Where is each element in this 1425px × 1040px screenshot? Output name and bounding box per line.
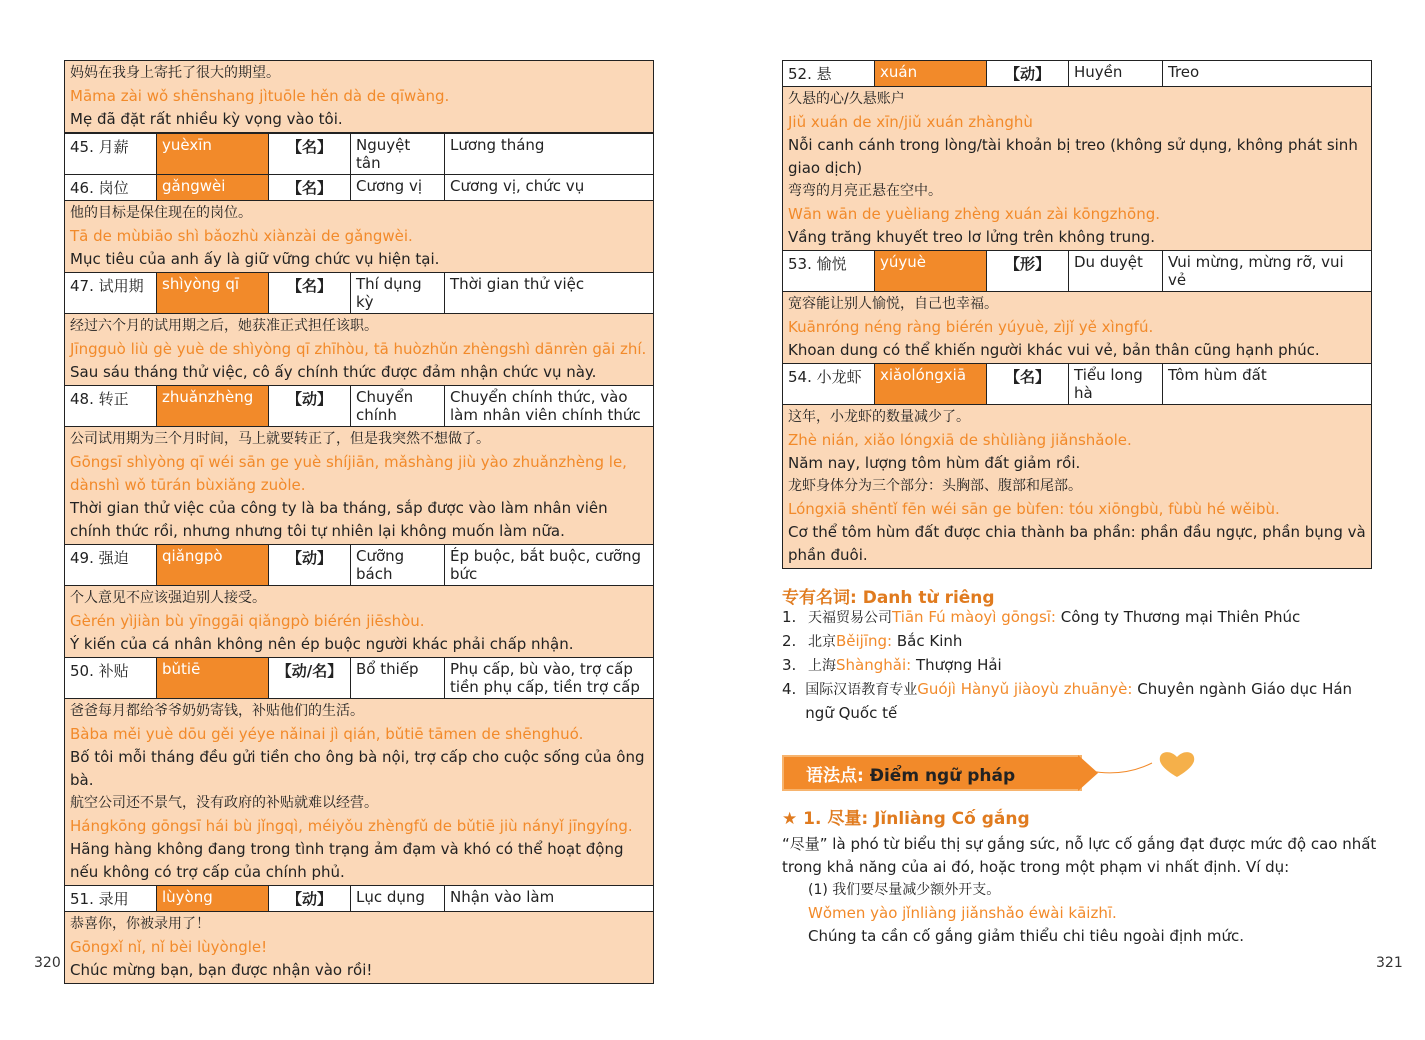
- example-pinyin: Gōngxǐ nǐ, nǐ bèi lùyòngle!: [70, 938, 268, 956]
- vocab-meaning: Phụ cấp, bù vào, trợ cấp tiền phụ cấp, tiền trợ cấp: [450, 660, 640, 696]
- proper-noun-chinese: 国际汉语教育专业: [805, 682, 918, 698]
- proper-noun-number: 2.: [782, 632, 797, 650]
- proper-noun-text: [808, 630, 962, 654]
- example-chinese: 个人意见不应该强迫别人接受。: [70, 590, 266, 606]
- example-chinese: 经过六个月的试用期之后，她获准正式担任该职。: [70, 318, 378, 334]
- grammar-banner: [782, 755, 1100, 791]
- vocab-entry: [64, 658, 654, 886]
- grammar-banner-vietnamese: Điểm ngữ pháp: [869, 766, 1016, 786]
- example-block: [65, 201, 653, 272]
- example-vietnamese: Hãng hàng không đang trong tình trạng ảm đạm và khó có thể hoạt động nếu không có trợ cấp của chính phủ.: [70, 840, 624, 881]
- vocab-word: 45. 月薪: [65, 134, 157, 174]
- vocab-header: [783, 251, 1371, 292]
- vocab-header: [783, 364, 1371, 405]
- vocab-part-of-speech: 【名】: [987, 364, 1069, 404]
- example-chinese: 久悬的心/久悬账户: [788, 91, 905, 107]
- example-chinese: 弯弯的月亮正悬在空中。: [788, 183, 942, 199]
- vocab-pinyin: shìyòng qī: [157, 273, 269, 313]
- example-chinese: 爸爸每月都给爷爷奶奶寄钱，补贴他们的生活。: [70, 703, 364, 719]
- vocab-header: [65, 175, 653, 201]
- vocab-part-of-speech: 【名】: [269, 134, 351, 174]
- vocab-entry: [64, 886, 654, 984]
- proper-noun-chinese: 天福贸易公司: [808, 610, 892, 626]
- example-block: [65, 586, 653, 657]
- example-block: [65, 912, 653, 983]
- vocab-part-of-speech: 【名】: [269, 273, 351, 313]
- proper-noun-number: 1.: [782, 608, 797, 626]
- vocab-pinyin: lùyòng: [157, 886, 269, 911]
- example-chinese: 宽容能让别人愉悦，自己也幸福。: [788, 296, 998, 312]
- proper-noun-item: [782, 654, 1382, 678]
- proper-nouns-title: 专有名词: Danh từ riêng: [782, 588, 995, 608]
- example-pinyin: Kuānróng néng ràng biérén yúyuè, zìjǐ yě xìngfú.: [788, 318, 1154, 336]
- vocab-pinyin: xuán: [875, 61, 987, 86]
- example-block: [65, 699, 653, 885]
- vocab-meaning: Vui mừng, mừng rỡ, vui vẻ: [1168, 253, 1344, 289]
- example-pinyin: Hángkōng gōngsī hái bù jǐngqì, méiyǒu zhèngfǔ de bǔtiē jiù nányǐ jīngyíng.: [70, 817, 633, 835]
- example-vietnamese: Thời gian thử việc của công ty là ba tháng, sắp được vào làm nhân viên chính thức rồi, nhưng nhưng tôi tự nhiên lại không muốn làm nữa.: [70, 499, 608, 540]
- proper-noun-text: [805, 678, 1382, 725]
- vocab-header: [65, 386, 653, 427]
- vocab-header: [65, 545, 653, 586]
- vocab-pinyin: yuèxīn: [157, 134, 269, 174]
- vocab-pinyin: xiǎolóngxiā: [875, 364, 987, 404]
- proper-noun-item: [782, 678, 1382, 725]
- vocab-word: 52. 悬: [783, 61, 875, 86]
- vocab-meaning: Lương tháng: [450, 136, 545, 154]
- vocab-entry: [64, 545, 654, 658]
- example-pinyin: Lóngxiā shēntǐ fēn wéi sān ge bùfen: tóu xiōngbù, fùbù hé wěibù.: [788, 500, 1280, 518]
- example-chinese: 妈妈在我身上寄托了很大的期望。: [70, 65, 280, 81]
- vocab-hanviet: Bổ thiếp: [351, 658, 445, 698]
- vocab-entry: [782, 251, 1372, 364]
- example-block: [783, 292, 1371, 363]
- vocab-word: 46. 岗位: [65, 175, 157, 200]
- example-vietnamese: Khoan dung có thể khiến người khác vui vẻ, bản thân cũng hạnh phúc.: [788, 341, 1320, 359]
- example-pinyin: Jiǔ xuán de xīn/jiǔ xuán zhànghù: [788, 113, 1033, 131]
- vocab-hanviet: Cưỡng bách: [351, 545, 445, 585]
- proper-noun-item: [782, 606, 1382, 630]
- example-chinese: 航空公司还不景气，没有政府的补贴就难以经营。: [70, 795, 378, 811]
- grammar-section: [782, 808, 1378, 948]
- example-block: [65, 314, 653, 385]
- grammar-example-chinese: (1) 我们要尽量减少额外开支。: [808, 882, 1001, 898]
- page-number-left: 320: [34, 955, 61, 971]
- proper-noun-pinyin: Shànghǎi:: [836, 656, 912, 674]
- vocab-part-of-speech: 【形】: [987, 251, 1069, 291]
- left-page: [64, 60, 654, 984]
- vocab-header: [65, 273, 653, 314]
- example-pinyin: Māma zài wǒ shēnshang jìtuōle hěn dà de qīwàng.: [70, 87, 450, 105]
- grammar-body: “尽量” là phó từ biểu thị sự gắng sức, nỗ lực cố gắng đạt được mức độ cao nhất trong khả năng của ai đó, hoặc trong một phạm vi nhất định. Ví dụ:: [782, 835, 1377, 876]
- vocab-hanviet: Chuyển chính: [351, 386, 445, 426]
- vocab-entry: [64, 175, 654, 273]
- vocab-hanviet: Tiểu long hà: [1069, 364, 1163, 404]
- proper-noun-vietnamese: Chuyên ngành Giáo dục Hán ngữ Quốc tế: [805, 680, 1353, 722]
- example-pinyin: Bàba měi yuè dōu gěi yéye nǎinai jì qián, bǔtiē tāmen de shēnghuó.: [70, 725, 584, 743]
- vocab-part-of-speech: 【动】: [269, 386, 351, 426]
- vocab-meaning: Treo: [1168, 63, 1200, 81]
- example-vietnamese: Năm nay, lượng tôm hùm đất giảm rồi.: [788, 454, 1081, 472]
- vocab-entry: [64, 386, 654, 545]
- vocab-word: 53. 愉悦: [783, 251, 875, 291]
- page-number-right: 321: [1376, 955, 1403, 971]
- example-chinese: 龙虾身体分为三个部分：头胸部、腹部和尾部。: [788, 478, 1082, 494]
- right-page: [782, 60, 1372, 569]
- vocab-pinyin: zhuǎnzhèng: [157, 386, 269, 426]
- vocab-header: [65, 658, 653, 699]
- example-pinyin: Jīngguò liù gè yuè de shìyòng qī zhīhòu, tā huòzhǔn zhèngshì dānrèn gāi zhí.: [70, 340, 647, 358]
- vocab-word: 47. 试用期: [65, 273, 157, 313]
- proper-noun-vietnamese: Thượng Hải: [911, 656, 1002, 674]
- vocab-entry: [64, 133, 654, 175]
- proper-noun-text: [808, 606, 1300, 630]
- vocab-entry: [782, 364, 1372, 569]
- example-pinyin: Gèrén yìjiàn bù yīnggāi qiǎngpò biérén jiēshòu.: [70, 612, 425, 630]
- vocab-word: 54. 小龙虾: [783, 364, 875, 404]
- vocab-hanviet: Cương vị: [351, 175, 445, 200]
- vocab-entry: [782, 60, 1372, 251]
- example-vietnamese: Vầng trăng khuyết treo lơ lửng trên không trung.: [788, 228, 1155, 246]
- vocab-entry: [64, 273, 654, 386]
- vocab-hanviet: Nguyệt tân: [351, 134, 445, 174]
- example-pinyin: Wān wān de yuèliang zhèng xuán zài kōngzhōng.: [788, 205, 1160, 223]
- grammar-title: ★ 1. 尽量: Jǐnliàng Cố gắng: [782, 809, 1030, 829]
- example-chinese: 这年，小龙虾的数量减少了。: [788, 409, 970, 425]
- vocab-part-of-speech: 【动】: [269, 886, 351, 911]
- vocab-meaning: Cương vị, chức vụ: [450, 177, 585, 195]
- example-vietnamese: Mục tiêu của anh ấy là giữ vững chức vụ hiện tại.: [70, 250, 440, 268]
- vocab-header: [65, 886, 653, 912]
- vocab-header: [783, 61, 1371, 87]
- example-chinese: 恭喜你，你被录用了！: [70, 916, 210, 932]
- vocab-meaning: Tôm hùm đất: [1168, 366, 1267, 384]
- proper-noun-chinese: 上海: [808, 658, 836, 674]
- example-block: [783, 87, 1371, 250]
- proper-noun-pinyin: Běijīng:: [836, 632, 893, 650]
- vocab-hanviet: Lục dụng: [351, 886, 445, 911]
- proper-noun-vietnamese: Bắc Kinh: [892, 632, 963, 650]
- vocab-meaning: Ép buộc, bắt buộc, cưỡng bức: [450, 547, 642, 583]
- vocab-part-of-speech: 【动/名】: [269, 658, 351, 698]
- proper-nouns-list: [782, 606, 1382, 725]
- vocab-meaning: Nhận vào làm: [450, 888, 555, 906]
- example-vietnamese: Cơ thể tôm hùm đất được chia thành ba phần: phần đầu ngực, phần bụng và phần đuôi.: [788, 523, 1366, 564]
- example-block: [65, 427, 653, 544]
- proper-noun-number: 3.: [782, 656, 797, 674]
- example-pinyin: Gōngsī shìyòng qī wéi sān ge yuè shíjiān, mǎshàng jiù yào zhuǎnzhèng le, dànshì wǒ tūrán bùxiǎng zuòle.: [70, 453, 627, 494]
- example-block: [783, 405, 1371, 568]
- example-chinese: 公司试用期为三个月时间，马上就要转正了，但是我突然不想做了。: [70, 431, 490, 447]
- example-vietnamese: Chúc mừng bạn, bạn được nhận vào rồi!: [70, 961, 373, 979]
- vocab-word: 48. 转正: [65, 386, 157, 426]
- proper-noun-item: [782, 630, 1382, 654]
- vocab-hanviet: Thí dụng kỳ: [351, 273, 445, 313]
- vocab-header: [65, 134, 653, 174]
- vocab-pinyin: bǔtiē: [157, 658, 269, 698]
- example-chinese: 他的目标是保住现在的岗位。: [70, 205, 252, 221]
- example-vietnamese: Bố tôi mỗi tháng đều gửi tiền cho ông bà nội, trợ cấp cho cuộc sống của ông bà.: [70, 748, 645, 789]
- example-vietnamese: Sau sáu tháng thử việc, cô ấy chính thức được đảm nhận chức vụ này.: [70, 363, 597, 381]
- vocab-meaning: Chuyển chính thức, vào làm nhân viên chính thức: [450, 388, 641, 424]
- proper-noun-number: 4.: [782, 680, 797, 698]
- vocab-hanviet: Huyền: [1069, 61, 1163, 86]
- example-vietnamese: Ý kiến của cá nhân không nên ép buộc người khác phải chấp nhận.: [70, 635, 574, 653]
- proper-noun-pinyin: Guójì Hànyǔ jiàoyù zhuānyè:: [917, 680, 1133, 698]
- proper-noun-vietnamese: Công ty Thương mại Thiên Phúc: [1055, 608, 1301, 626]
- vocab-pinyin: qiǎngpò: [157, 545, 269, 585]
- grammar-example-vietnamese: Chúng ta cần cố gắng giảm thiểu chi tiêu ngoài định mức.: [808, 927, 1245, 945]
- example-pinyin: Tā de mùbiāo shì bǎozhù xiànzài de gǎngwèi.: [70, 227, 413, 245]
- vocab-word: 51. 录用: [65, 886, 157, 911]
- vocab-pinyin: gǎngwèi: [157, 175, 269, 200]
- vocab-word: 49. 强迫: [65, 545, 157, 585]
- proper-noun-chinese: 北京: [808, 634, 836, 650]
- top-example: [64, 60, 654, 133]
- vocab-part-of-speech: 【动】: [987, 61, 1069, 86]
- grammar-banner-label: [806, 761, 1015, 786]
- vocab-hanviet: Du duyệt: [1069, 251, 1163, 291]
- grammar-example-pinyin: Wǒmen yào jǐnliàng jiǎnshǎo éwài kāizhī.: [808, 904, 1117, 922]
- example-block: [65, 61, 653, 132]
- vocab-meaning: Thời gian thử việc: [450, 275, 585, 293]
- vocab-word: 50. 补贴: [65, 658, 157, 698]
- example-vietnamese: Mẹ đã đặt rất nhiều kỳ vọng vào tôi.: [70, 110, 343, 128]
- proper-noun-pinyin: Tiān Fú màoyì gōngsī:: [892, 608, 1056, 626]
- vocab-pinyin: yúyuè: [875, 251, 987, 291]
- grammar-banner-chinese: 语法点:: [806, 766, 870, 786]
- heart-icon: [1082, 733, 1202, 793]
- vocab-part-of-speech: 【名】: [269, 175, 351, 200]
- proper-noun-text: [808, 654, 1002, 678]
- example-vietnamese: Nỗi canh cánh trong lòng/tài khoản bị treo (không sử dụng, không phát sinh giao dịch): [788, 136, 1358, 177]
- example-pinyin: Zhè nián, xiǎo lóngxiā de shùliàng jiǎnshǎole.: [788, 431, 1132, 449]
- vocab-part-of-speech: 【动】: [269, 545, 351, 585]
